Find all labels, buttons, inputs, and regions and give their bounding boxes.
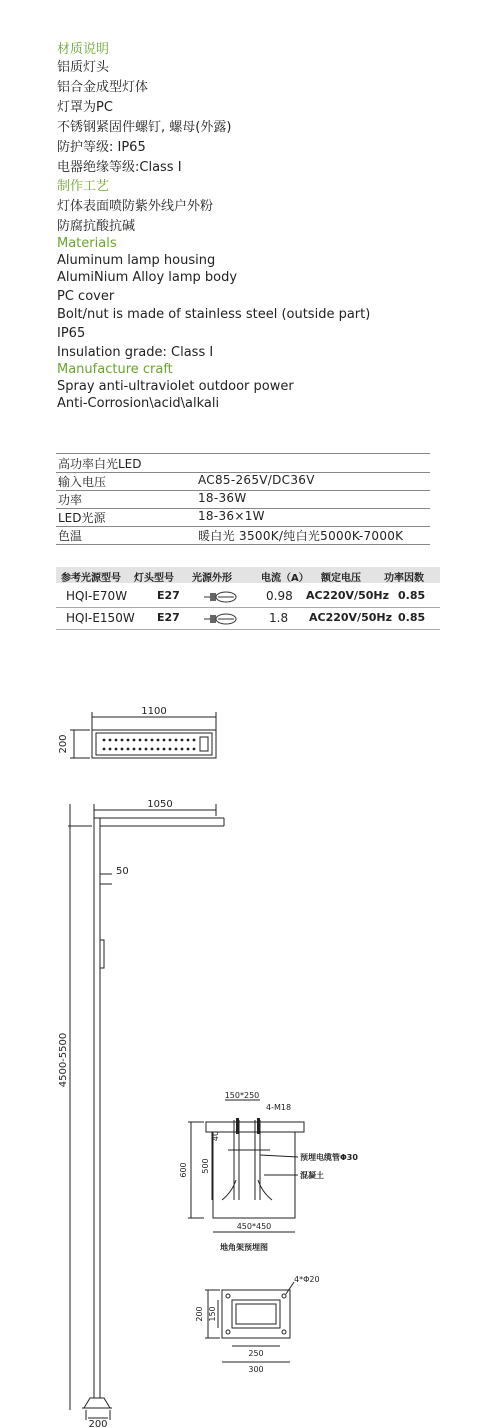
lamp-model: HQI-E150W [66, 611, 135, 625]
fdn-caption: 地角架预埋图 [220, 1243, 268, 1252]
fdn-600-label: 600 [179, 1162, 188, 1178]
lamp-voltage: AC220V/50Hz [306, 589, 389, 602]
plate-hole-label: 4*Φ20 [294, 1275, 320, 1284]
spec-value: 18-36W [198, 491, 247, 505]
lamp-base: E27 [157, 611, 180, 624]
lamp-col-header: 灯头型号 [134, 573, 174, 584]
spec-key: 功率 [58, 493, 83, 507]
spec-key: 色温 [58, 529, 83, 543]
arm-length-label: 1050 [147, 799, 173, 810]
lamp-col-header: 电流（A） [261, 573, 309, 584]
fdn-500-label: 500 [201, 1158, 210, 1174]
fdn-size-label: 450*450 [236, 1222, 272, 1231]
craft-cn-line: 防腐抗酸抗碱 [57, 219, 136, 234]
materials-cn-line: 防护等级: IP65 [57, 140, 146, 155]
base-width-label: 200 [88, 1419, 108, 1428]
fdn-top-label: 150*250 [224, 1091, 260, 1100]
fdn-conduit-label: 预埋电缆管Φ30 [300, 1153, 358, 1162]
fdn-concrete-label: 混凝土 [300, 1171, 324, 1180]
spec-value: 暖白光 3500K/纯白光5000K-7000K [198, 529, 404, 543]
lamp-base: E27 [157, 589, 180, 602]
plate-300-label: 300 [248, 1365, 264, 1374]
spec-header-label: 高功率白光LED [58, 457, 142, 471]
fdn-40-label: 40 [211, 1130, 220, 1142]
materials-cn-line: 铝合金成型灯体 [57, 80, 149, 95]
craft-cn-line: 灯体表面喷防紫外线户外粉 [57, 199, 214, 214]
head-length-label: 1100 [141, 706, 167, 717]
lamp-col-header: 额定电压 [321, 573, 361, 584]
plate-200-label: 200 [195, 1306, 204, 1322]
craft-en-line: Anti-Corrosion\acid\alkali [57, 396, 220, 411]
materials-en-line: IP65 [57, 326, 86, 341]
materials-en-line: Insulation grade: Class I [57, 345, 214, 360]
materials-cn-line: 灯罩为PC [57, 100, 113, 115]
lamp-pf: 0.85 [398, 611, 426, 624]
arm-width-label: 50 [116, 866, 129, 877]
spec-value: 18-36×1W [198, 509, 265, 523]
materials-en-title: Materials [57, 236, 117, 251]
spec-value: AC85-265V/DC36V [198, 473, 315, 487]
craft-en-line: Spray anti-ultraviolet outdoor power [57, 379, 294, 394]
lamp-head-view [70, 712, 216, 758]
head-height-label: 200 [58, 734, 69, 754]
materials-cn-line: 不锈钢紧固件螺钉, 螺母(外露) [57, 120, 232, 135]
materials-en-line: Aluminum lamp housing [57, 253, 216, 268]
spec-key: 输入电压 [58, 475, 107, 489]
fdn-bolt-label: 4-M18 [266, 1103, 292, 1112]
lamp-col-header: 功率因数 [384, 573, 424, 584]
materials-cn-line: 铝质灯头 [57, 60, 110, 75]
spec-key: LED光源 [58, 511, 106, 525]
lamp-model: HQI-E70W [66, 589, 128, 603]
lamp-current: 1.8 [269, 611, 289, 625]
plate-250-label: 250 [248, 1349, 264, 1358]
pole-side-view [68, 804, 224, 1420]
lamp-col-header: 光源外形 [192, 573, 232, 584]
lamp-col-header: 参考光源型号 [61, 573, 121, 584]
craft-en-title: Manufacture craft [57, 362, 173, 377]
materials-en-line: Bolt/nut is made of stainless steel (outside part) [57, 307, 371, 322]
lamp-current: 0.98 [266, 589, 293, 603]
lamp-pf: 0.85 [398, 589, 426, 602]
craft-cn-title: 制作工艺 [57, 179, 110, 194]
materials-cn-title: 材质说明 [57, 42, 110, 57]
materials-cn-line: 电器绝缘等级:Class Ⅰ [57, 160, 182, 175]
lamp-voltage: AC220V/50Hz [309, 611, 392, 624]
plate-150-label: 150 [208, 1306, 217, 1322]
materials-en-line: PC cover [57, 289, 115, 304]
materials-en-line: AlumiNium Alloy lamp body [57, 270, 238, 285]
pole-height-label: 4500-5500 [58, 1032, 69, 1088]
